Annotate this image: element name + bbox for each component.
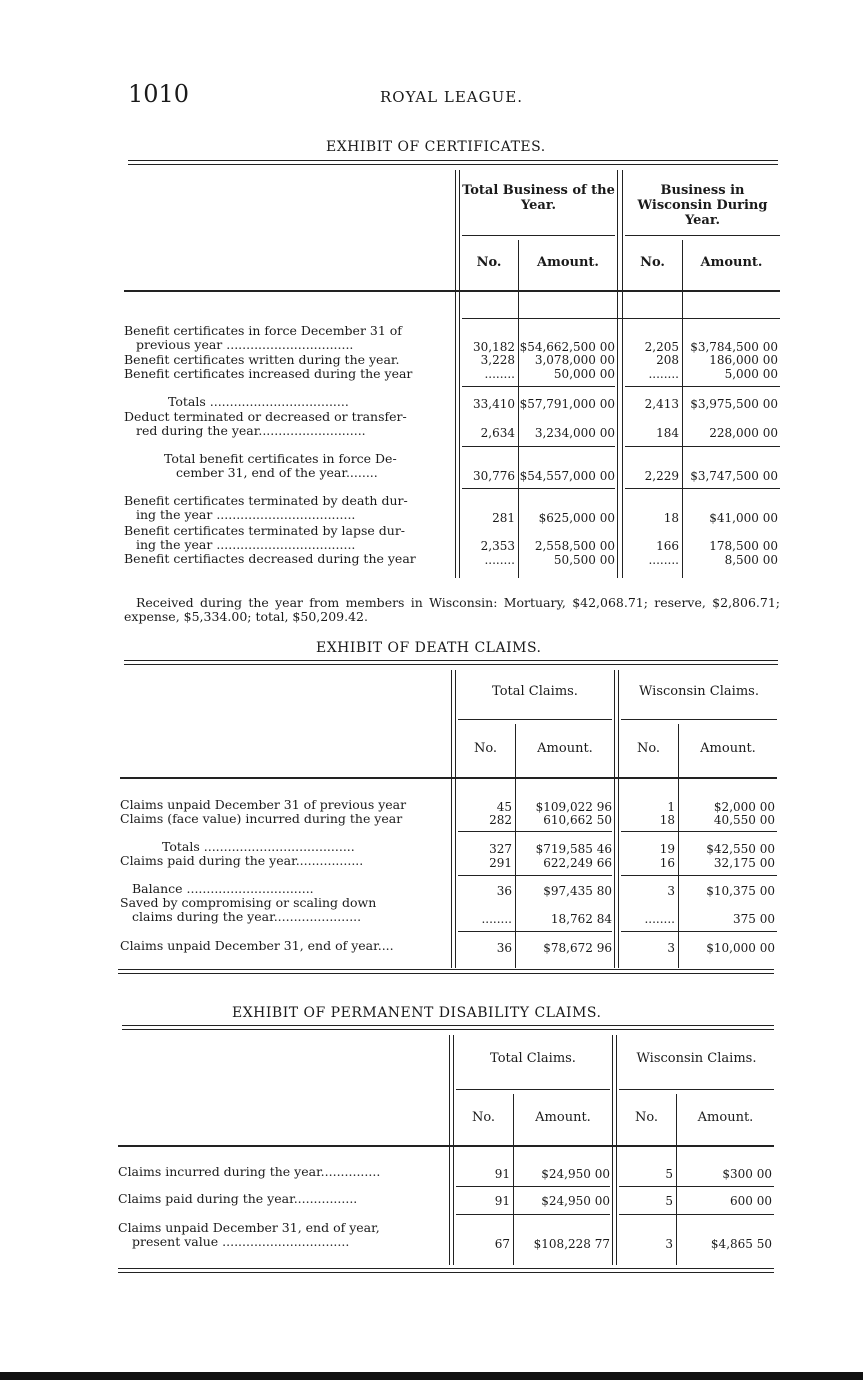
cell-amount: 375 00 [733,912,775,926]
divider [462,386,615,387]
cell-amount: $3,747,500 00 [690,469,778,483]
column-header: No. [634,1110,659,1125]
cell-no: 36 [496,884,512,898]
cell-amount: 186,000 00 [709,353,778,367]
cell-no: 3 [667,941,675,955]
row-label: Benefit certificates in force December 31 of [124,323,402,338]
cell-no: 18 [659,813,675,827]
cell-no: 30,776 [473,469,515,483]
divider [619,1089,774,1090]
divider [453,1035,454,1265]
cell-amount: 228,000 00 [709,426,778,440]
cell-no: 281 [492,511,515,525]
divider [462,446,615,447]
column-header: Amount. [537,741,593,756]
cell-no: 166 [656,539,679,553]
column-header: Amount. [697,1110,754,1125]
cell-amount: $24,950 00 [541,1194,610,1208]
cell-amount: $300 00 [722,1167,772,1181]
divider [118,1268,774,1269]
divider [122,1029,774,1030]
row-label: Benefit certificates written during the year. [124,352,400,367]
cell-no: 45 [496,800,512,814]
divider [124,290,780,292]
cell-no: 2,353 [480,539,515,553]
divider [462,318,780,319]
cell-no: 91 [494,1194,510,1208]
cell-no: 184 [656,426,679,440]
cell-no: 291 [489,856,512,870]
divider [621,931,777,932]
cell-no: 3 [665,1237,673,1251]
divider [621,719,777,720]
column-header: Amount. [700,255,763,270]
divider [625,235,780,236]
cell-no: 67 [494,1237,510,1251]
cell-amount: $78,672 96 [543,941,612,955]
cell-amount: 610,662 50 [543,813,612,827]
row-label: Claims (face value) incurred during the year [120,811,403,826]
row-label: Totals ................................... [168,394,349,409]
divider [621,831,777,832]
cell-amount: 2,558,500 00 [534,539,615,553]
cell-amount: 50,000 00 [553,367,615,381]
group-header: Total Business of the Year. [462,183,615,213]
group-header: Wisconsin Claims. [636,1051,757,1066]
row-label: Benefit certifiactes decreased during the year [124,551,416,566]
cell-amount: $2,000 00 [713,800,775,814]
group-header: Total Claims. [490,1051,576,1066]
row-label: Benefit certificates increased during the year [124,366,413,381]
divider [456,1186,610,1187]
divider [458,931,612,932]
cell-amount: $3,975,500 00 [690,397,778,411]
divider [120,777,777,779]
row-label: cember 31, end of the year........ [176,465,378,480]
cell-no: 2,205 [644,340,679,354]
group-header: Wisconsin Claims. [639,684,759,699]
column-header: No. [471,1110,496,1125]
row-label: ing the year ................................... [136,507,356,522]
cell-no: 3,228 [480,353,515,367]
cell-amount: $10,000 00 [706,941,775,955]
cell-amount: $4,865 50 [710,1237,772,1251]
divider [614,670,615,968]
section-title: EXHIBIT OF CERTIFICATES. [326,139,546,155]
cell-amount: 3,234,000 00 [534,426,615,440]
column-header: No. [473,741,498,756]
divider [118,1272,774,1273]
divider [621,875,777,876]
row-label: red during the year........................... [136,423,366,438]
cell-no: ........ [484,553,515,567]
divider [616,1035,617,1265]
cell-amount: 600 00 [730,1194,772,1208]
row-label: Benefit certificates terminated by lapse dur- [124,523,406,538]
cell-amount: 8,500 00 [724,553,778,567]
cell-no: ........ [644,912,675,926]
row-label: previous year ................................ [136,337,354,352]
cell-amount: 32,175 00 [713,856,775,870]
cell-amount: $57,791,000 00 [519,397,615,411]
column-header: Amount. [535,1110,591,1125]
section-title: EXHIBIT OF PERMANENT DISABILITY CLAIMS. [232,1005,602,1021]
cell-no: 327 [489,842,512,856]
cell-no: 30,182 [473,340,515,354]
cell-no: 2,229 [644,469,679,483]
divider [619,1186,774,1187]
cell-amount: $719,585 46 [535,842,612,856]
divider [122,1025,774,1026]
cell-no: 5 [665,1167,673,1181]
row-label: Claims incurred during the year............... [118,1164,381,1179]
row-label: Claims unpaid December 31, end of year.... [120,938,394,953]
divider [617,170,618,578]
divider [449,1035,450,1265]
cell-no: 33,410 [473,397,515,411]
cell-no: 282 [489,813,512,827]
column-header: Amount. [700,741,756,756]
row-label: Benefit certificates terminated by death dur- [124,493,408,508]
divider [456,1089,610,1090]
divider [118,969,774,970]
page-number: 1010 [128,80,190,108]
group-header: Total Claims. [492,684,578,699]
row-label: Claims paid during the year................ [118,1191,358,1206]
divider [128,164,778,165]
cell-amount: $3,784,500 00 [690,340,778,354]
cell-amount: $41,000 00 [709,511,778,525]
divider [118,973,774,974]
divider [625,386,780,387]
divider [458,831,612,832]
cell-no: 3 [667,884,675,898]
cell-amount: $625,000 00 [538,511,615,525]
cell-amount: 3,078,000 00 [534,353,615,367]
cell-amount: 18,762 84 [550,912,612,926]
group-header: Business in Wisconsin During Year. [637,183,768,228]
cell-amount: 50,500 00 [553,553,615,567]
cell-no: ........ [648,553,679,567]
row-label: present value ................................ [132,1234,350,1249]
row-label: Saved by compromising or scaling down [120,895,377,910]
cell-no: 91 [494,1167,510,1181]
cell-amount: $54,662,500 00 [519,340,615,354]
cell-no: 2,634 [480,426,515,440]
cell-amount: 5,000 00 [724,367,778,381]
divider [451,670,452,968]
divider [612,1035,613,1265]
receipts-note: Received during the year from members in Wisconsin: Mortuary, $42,068.71; reserve, $2,806.71; expense, $5,334.00; total, $50,209.42. [124,595,780,624]
running-title: ROYAL LEAGUE. [380,88,523,106]
cell-no: 36 [496,941,512,955]
cell-amount: $54,557,000 00 [519,469,615,483]
cell-no: 2,413 [644,397,679,411]
column-header: No. [476,255,502,270]
row-label: Claims unpaid December 31 of previous year [120,797,407,812]
cell-amount: $108,228 77 [533,1237,610,1251]
cell-amount: $109,022 96 [535,800,612,814]
row-label: Totals ...................................... [162,839,355,854]
scan-edge [0,1372,863,1380]
row-label: Total benefit certificates in force De- [164,451,397,466]
cell-no: 19 [659,842,675,856]
cell-no: 5 [665,1194,673,1208]
divider [455,170,456,578]
row-label: Claims unpaid December 31, end of year, [118,1220,380,1235]
row-label: claims during the year...................... [132,909,362,924]
divider [462,488,615,489]
column-header: No. [640,255,665,270]
row-label: Claims paid during the year................. [120,853,364,868]
divider [625,446,780,447]
cell-amount: $24,950 00 [541,1167,610,1181]
section-title: EXHIBIT OF DEATH CLAIMS. [316,640,542,656]
row-label: Deduct terminated or decreased or transfer- [124,409,407,424]
divider [625,488,780,489]
cell-no: ........ [484,367,515,381]
divider [128,160,778,161]
cell-amount: 178,500 00 [709,539,778,553]
cell-amount: 40,550 00 [713,813,775,827]
cell-amount: $10,375 00 [706,884,775,898]
cell-no: 1 [667,800,675,814]
divider [124,660,778,661]
cell-no: ........ [648,367,679,381]
cell-no: 18 [663,511,679,525]
divider [118,1145,774,1147]
divider [124,664,778,665]
cell-amount: 622,249 66 [543,856,612,870]
divider [462,235,615,236]
cell-amount: $97,435 80 [543,884,612,898]
cell-amount: $42,550 00 [706,842,775,856]
row-label: ing the year ................................... [136,537,356,552]
divider [619,1214,774,1215]
cell-no: 208 [656,353,679,367]
column-header: No. [636,741,661,756]
row-label: Balance ................................ [132,881,314,896]
divider [456,1214,610,1215]
cell-no: ........ [481,912,512,926]
divider [458,719,612,720]
divider [458,875,612,876]
cell-no: 16 [659,856,675,870]
column-header: Amount. [537,255,599,270]
